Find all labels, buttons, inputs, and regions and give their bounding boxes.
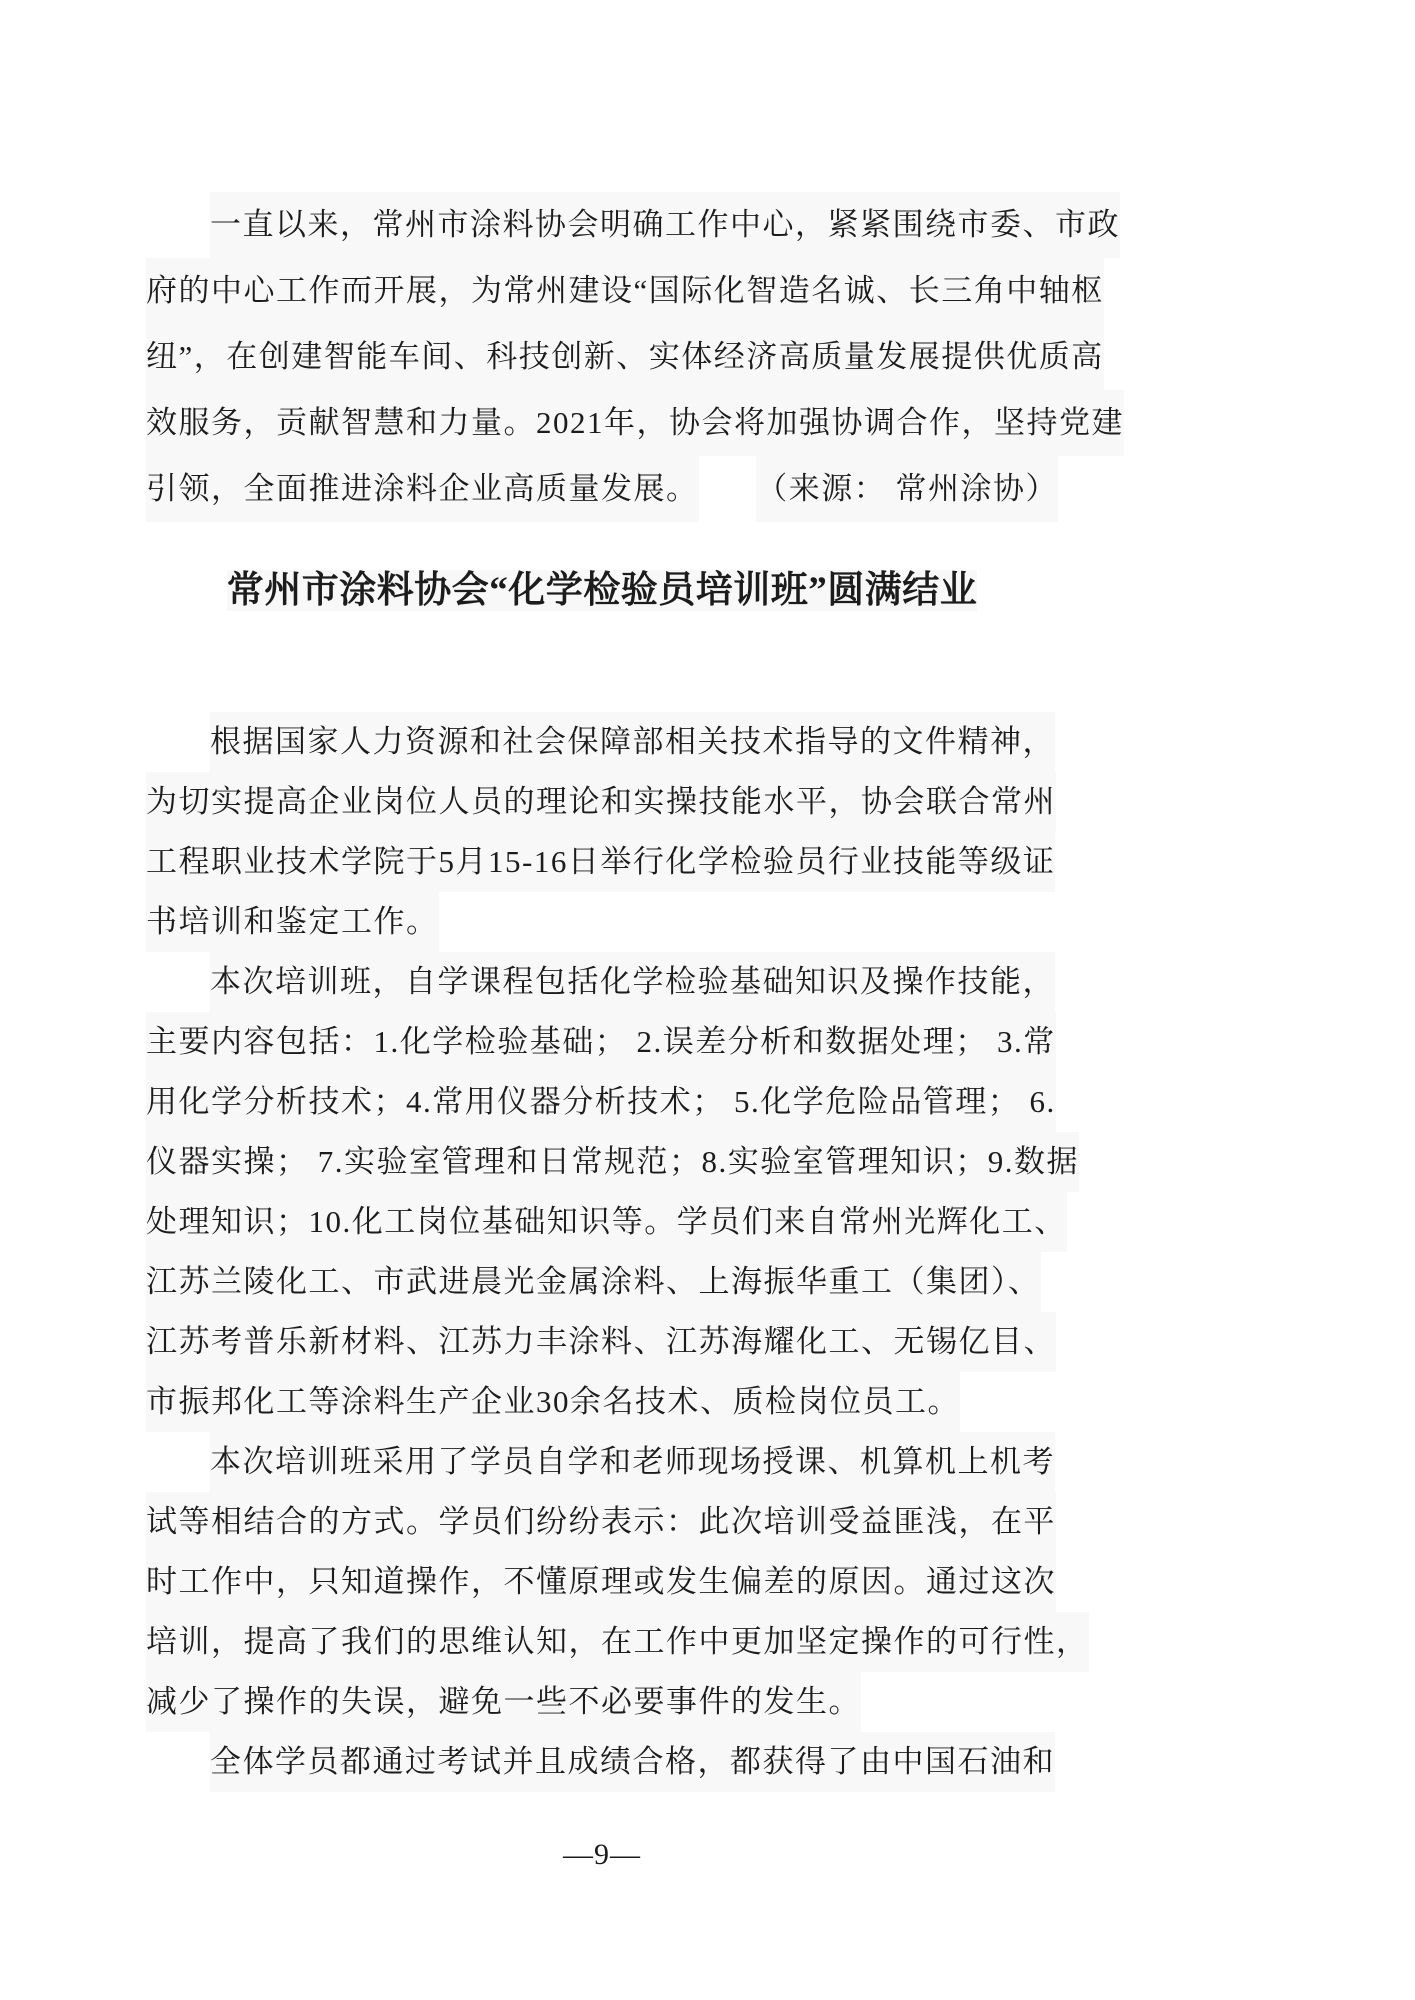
text-line: 仪器实操； 7.实验室管理和日常规范；8.实验室管理知识；9.数据 [146, 1132, 1079, 1192]
text-line: 主要内容包括：1.化学检验基础； 2.误差分析和数据处理； 3.常 [146, 1012, 1056, 1072]
text-line: 纽”，在创建智能车间、科技创新、实体经济高质量发展提供优质高 [146, 324, 1104, 390]
text-line: 市振邦化工等涂料生产企业30余名技术、质检岗位员工。 [146, 1372, 960, 1432]
text-line: 时工作中，只知道操作，不懂原理或发生偏差的原因。通过这次 [146, 1552, 1056, 1612]
paragraph-course-content [146, 952, 1079, 1432]
source-attribution: （来源： 常州涂协） [756, 456, 1058, 522]
text-line-with-source [146, 456, 1058, 522]
text-line: 一直以来，常州市涂料协会明确工作中心，紧紧围绕市委、市政 [210, 192, 1120, 258]
text-line: 工程职业技术学院于5月15-16日举行化学检验员行业技能等级证 [146, 832, 1055, 892]
paragraph-exam-results [146, 1732, 1058, 1792]
paragraph-training-method [146, 1432, 1089, 1732]
text-line: 全体学员都通过考试并且成绩合格，都获得了由中国石油和 [210, 1732, 1055, 1792]
text-line: 本次培训班，自学课程包括化学检验基础知识及操作技能， [210, 952, 1055, 1012]
text-line: 江苏兰陵化工、市武进晨光金属涂料、上海振华重工（集团）、 [146, 1252, 1041, 1312]
page-number: —9— [563, 1838, 641, 1871]
text-line: 为切实提高企业岗位人员的理论和实操技能水平，协会联合常州 [146, 772, 1056, 832]
text-line: 江苏考普乐新材料、江苏力丰涂料、江苏海耀化工、无锡亿目、 [146, 1312, 1056, 1372]
text-line: 处理知识；10.化工岗位基础知识等。学员们来自常州光辉化工、 [146, 1192, 1067, 1252]
article-title-text: 常州市涂料协会“化学检验员培训班”圆满结业 [226, 570, 978, 611]
text-line: 根据国家人力资源和社会保障部相关技术指导的文件精神， [210, 712, 1055, 772]
text-line: 试等相结合的方式。学员们纷纷表示：此次培训受益匪浅，在平 [146, 1492, 1056, 1552]
text-line: 减少了操作的失误，避免一些不必要事件的发生。 [146, 1672, 861, 1732]
text-line: 用化学分析技术；4.常用仪器分析技术； 5.化学危险品管理； 6. [146, 1072, 1056, 1132]
text-line: 引领，全面推进涂料企业高质量发展。 [146, 456, 699, 522]
paragraph-association-summary [146, 192, 1124, 522]
paragraph-training-background [146, 712, 1058, 952]
text-line: 培训，提高了我们的思维认知，在工作中更加坚定操作的可行性， [146, 1612, 1089, 1672]
text-line: 本次培训班采用了学员自学和老师现场授课、机算机上机考 [210, 1432, 1055, 1492]
text-line: 府的中心工作而开展，为常州建设“国际化智造名诚、长三角中轴枢 [146, 258, 1104, 324]
text-line: 效服务，贡献智慧和力量。2021年，协会将加强协调合作，坚持党建 [146, 390, 1124, 456]
page-content [146, 192, 1124, 1792]
text-line: 书培训和鉴定工作。 [146, 892, 439, 952]
article-title [146, 562, 1058, 620]
